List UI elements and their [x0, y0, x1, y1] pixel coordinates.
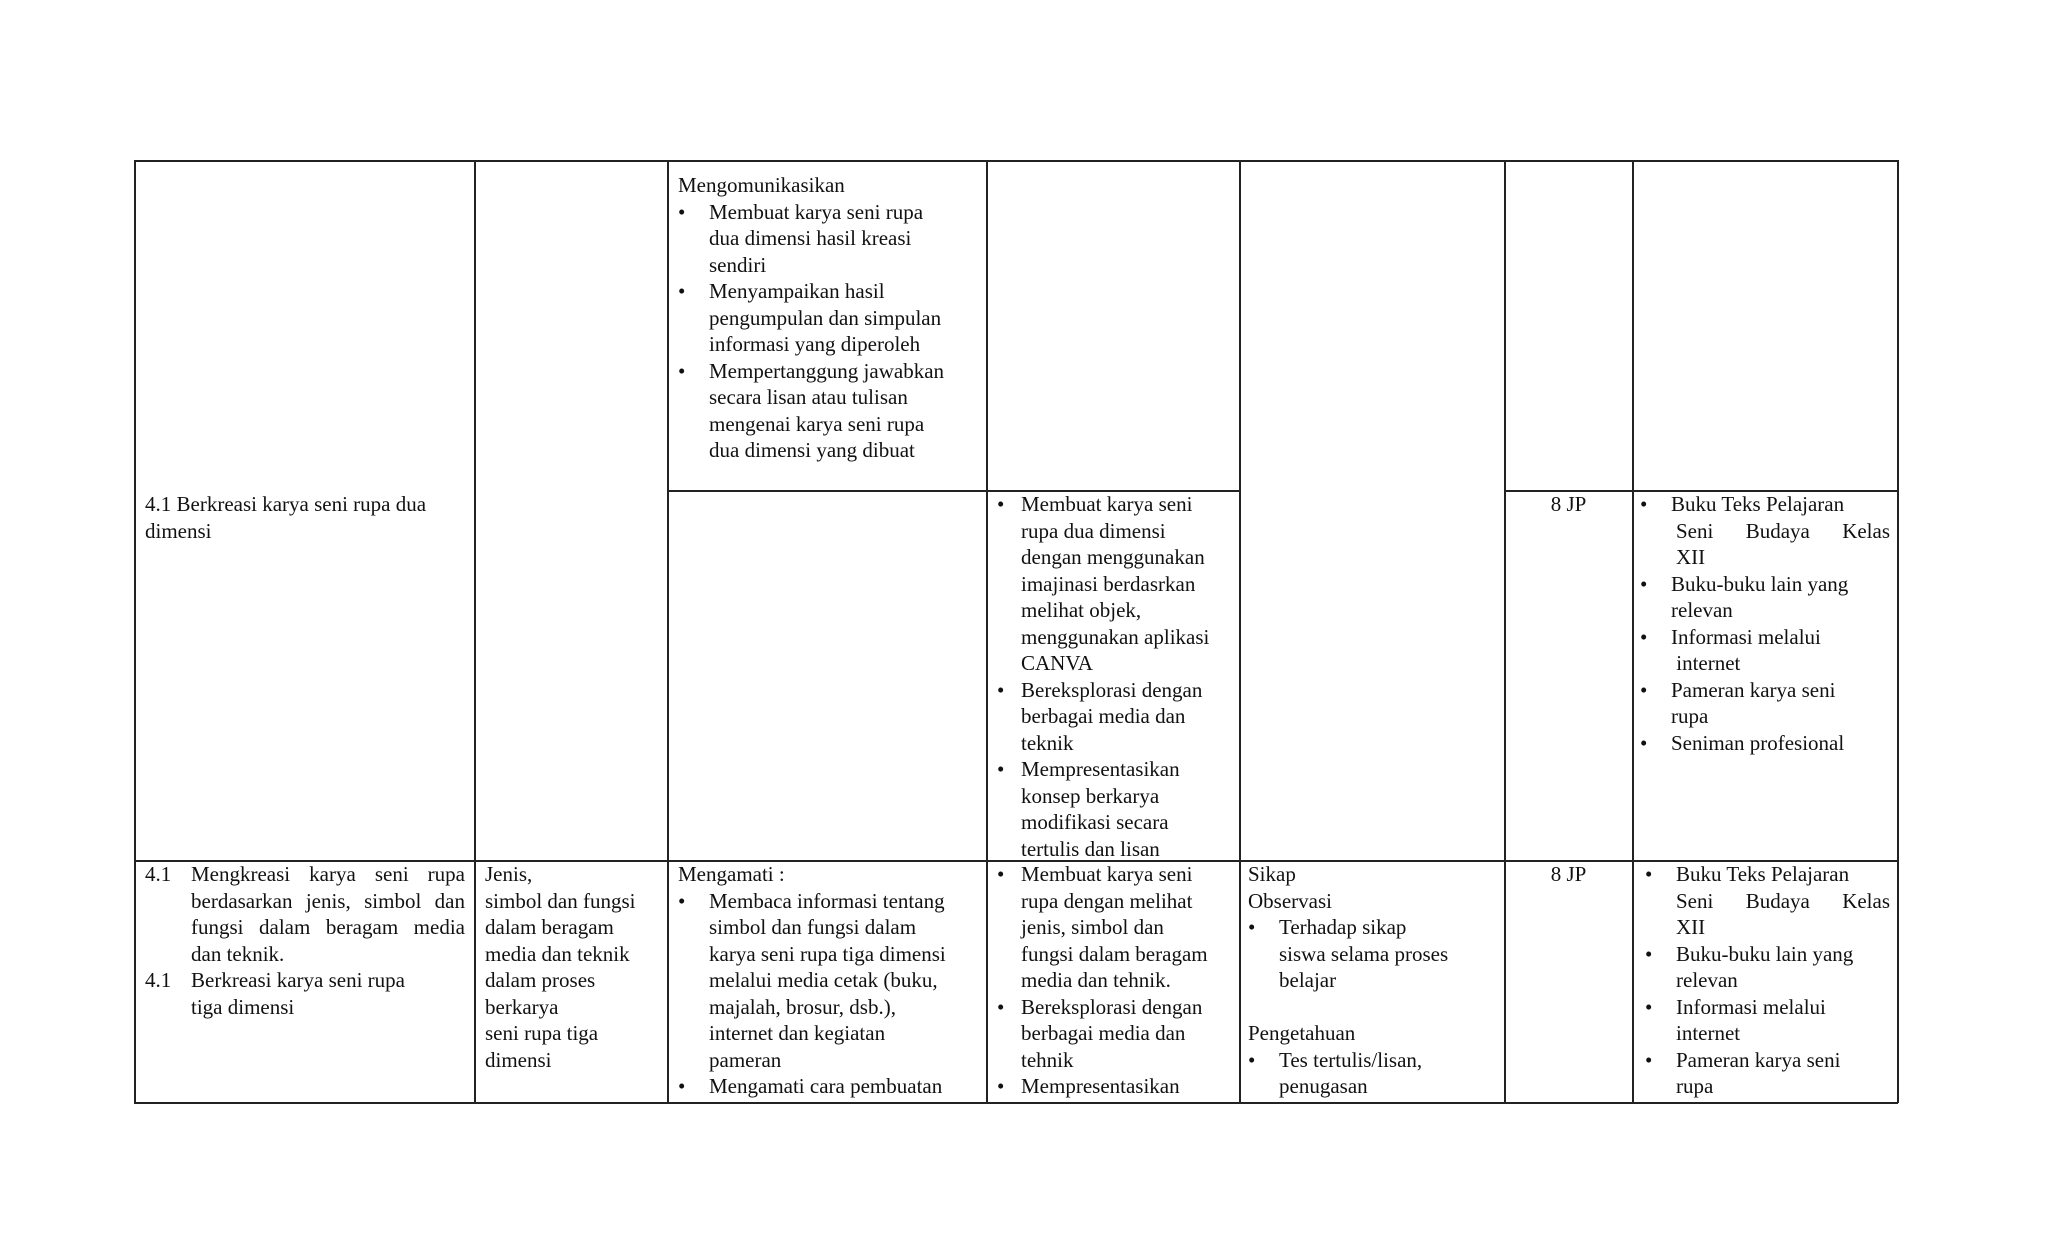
list-item: • Terhadap sikap siswa selama proses belajar	[1248, 914, 1500, 994]
row3-time-allocation: 8 JP	[1550, 862, 1587, 886]
assessment-list	[1248, 914, 1500, 994]
list-item: • Buku Teks Pelajaran Seni Budaya Kelas XII	[1645, 861, 1890, 941]
list-item: • Mempertanggung jawabkan secara lisan atau tulisan mengenai karya seni rupa dua dimensi yang dibuat	[678, 358, 978, 464]
row2-learning-sources-cell	[1640, 491, 1890, 756]
activity-heading: Mengamati :	[678, 862, 785, 886]
list-item: • Buku Teks Pelajaran Seni Budaya Kelas XII	[1640, 491, 1890, 571]
list-item: • Seniman profesional	[1640, 730, 1890, 757]
activity-list	[997, 491, 1237, 862]
row3-activities-cell	[678, 861, 983, 1100]
list-item: • Informasi melalui internet	[1640, 624, 1890, 677]
row2-competency-cell: 4.1 Berkreasi karya seni rupa dua dimensi	[145, 492, 427, 543]
row3-competency-cell	[145, 861, 465, 1020]
list-item: • Pameran karya seni rupa	[1640, 677, 1890, 730]
row2-time-allocation: 8 JP	[1550, 492, 1587, 516]
list-item: • Mempresentasikan	[997, 1073, 1237, 1100]
table-border-right	[1897, 160, 1899, 1103]
row3-learning-sources-cell	[1640, 861, 1890, 1100]
column-divider	[1632, 160, 1634, 1103]
list-item: • Membuat karya seni rupa dua dimensi hasil kreasi sendiri	[678, 199, 978, 279]
activity-list	[678, 888, 983, 1100]
list-item: • Bereksplorasi dengan berbagai media dan tehnik	[997, 994, 1237, 1074]
column-divider	[667, 160, 669, 1103]
assessment-heading: Pengetahuan	[1248, 1021, 1356, 1045]
numbered-item: 4.1 Mengkreasi karya seni rupa berdasarkan jenis, simbol dan fungsi dalam beragam media dan teknik.	[145, 862, 465, 966]
column-divider	[986, 160, 988, 1103]
assessment-list	[1248, 1047, 1500, 1100]
column-divider	[1239, 160, 1241, 1103]
activity-heading: Mengomunikasikan	[678, 173, 845, 197]
assessment-subheading: Observasi	[1248, 888, 1332, 913]
row3-material-cell: Jenis, simbol dan fungsi dalam beragam media dan teknik dalam proses berkarya seni rupa tiga dimensi	[485, 862, 636, 1072]
row1-activities-cell	[678, 172, 978, 464]
list-item: • Informasi melalui internet	[1645, 994, 1890, 1047]
assessment-heading: Sikap	[1248, 862, 1296, 886]
row3-assessment-cell	[1248, 861, 1500, 1100]
list-item: • Mempresentasikan konsep berkarya modifikasi secara tertulis dan lisan	[997, 756, 1237, 862]
list-item: • Pameran karya seni rupa	[1645, 1047, 1890, 1100]
numbered-item: 4.1 Berkreasi karya seni rupa tiga dimensi	[145, 968, 405, 1019]
list-item: • Menyampaikan hasil pengumpulan dan simpulan informasi yang diperoleh	[678, 278, 978, 358]
list-item: • Buku-buku lain yang relevan	[1645, 941, 1890, 994]
row3-learning-activities-cell	[997, 861, 1237, 1100]
list-item: • Tes tertulis/lisan, penugasan	[1248, 1047, 1500, 1100]
list-item: • Mengamati cara pembuatan	[678, 1073, 983, 1100]
row2-learning-activities-cell	[997, 491, 1237, 862]
table-border-left	[134, 160, 136, 1103]
column-divider	[474, 160, 476, 1103]
list-item: • Membuat karya seni rupa dua dimensi dengan menggunakan imajinasi berdasrkan melihat objek, menggunakan aplikasi CANVA	[997, 491, 1237, 677]
list-item: • Buku-buku lain yang relevan	[1640, 571, 1890, 624]
column-divider	[1504, 160, 1506, 1103]
activity-list	[997, 861, 1237, 1100]
source-list	[1640, 861, 1890, 1100]
list-item: • Bereksplorasi dengan berbagai media dan teknik	[997, 677, 1237, 757]
activity-list	[678, 199, 978, 464]
source-list	[1640, 491, 1890, 756]
list-item: • Membuat karya seni rupa dengan melihat jenis, simbol dan fungsi dalam beragam media dan tehnik.	[997, 861, 1237, 994]
list-item: • Membaca informasi tentang simbol dan fungsi dalam karya seni rupa tiga dimensi melalui media cetak (buku, majalah, brosur, dsb.), internet dan kegiatan pameran	[678, 888, 983, 1074]
